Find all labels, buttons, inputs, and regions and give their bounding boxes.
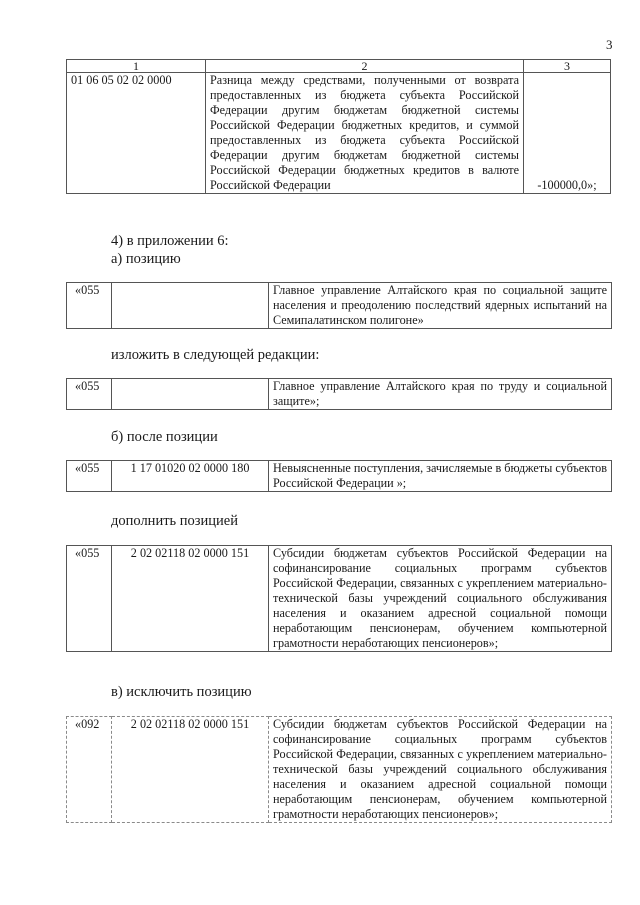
admin-code: «055 [67,546,112,652]
admin-code: «055 [67,379,112,410]
position-name: Главное управление Алтайского края по социальной защите населения и преодолению последствий ядерных испытаний на Семипалатинском полигоне» [269,283,612,329]
position-name: Субсидии бюджетам субъектов Российской Федерации на софинансирование социальных программ субъектов Российской Федерации, связанных с укреплением материально-технической базы учреждений социального обслуживания населения и оказанием адресной социальной помощи неработающим пенсионерам, обучением компьютерной грамотности неработающих пенсионеров»; [269,546,612,652]
column-header-2: 2 [206,60,524,73]
table-row [67,717,612,823]
admin-code: «055 [67,461,112,492]
position-to-replace [66,282,612,329]
row-code: 01 06 05 02 02 0000 [67,73,206,194]
item-a-label: а) позицию [111,251,181,267]
section-title: 4) в приложении 6: [111,233,229,249]
column-header-3: 3 [524,60,611,73]
table-header-row [67,60,611,73]
table-row [67,461,612,492]
revenue-code [112,283,269,329]
position-to-add [66,545,612,652]
position-after [66,460,612,492]
admin-code: «092 [67,717,112,823]
table-row [67,283,612,329]
replace-label: изложить в следующей редакции: [111,347,320,363]
column-header-1: 1 [67,60,206,73]
table-row [67,73,611,194]
revenue-code: 2 02 02118 02 0000 151 [112,546,269,652]
position-name: Главное управление Алтайского края по труду и социальной защите»; [269,379,612,410]
position-to-remove [66,716,612,823]
add-label: дополнить позицией [111,513,238,529]
position-name: Невыясненные поступления, зачисляемые в бюджеты субъектов Российской Федерации »; [269,461,612,492]
admin-code: «055 [67,283,112,329]
position-name: Субсидии бюджетам субъектов Российской Федерации на софинансирование социальных программ субъектов Российской Федерации, связанных с укреплением материально-технической базы учреждений социального обслуживания населения и оказанием адресной социальной помощи неработающим пенсионерам, обучением компьютерной грамотности неработающих пенсионеров»; [269,717,612,823]
table-row [67,546,612,652]
table-row [67,379,612,410]
revenue-code [112,379,269,410]
sources-table [66,59,611,194]
revenue-code: 1 17 01020 02 0000 180 [112,461,269,492]
row-name: Разница между средствами, полученными от возврата предоставленных из бюджета субъекта Российской Федерации другим бюджетам бюджетной системы Российской Федерации бюджетных кредитов, и суммой предоставленных из бюджета субъекта Российской Федерации другим бюджетам бюджетной системы Российской Федерации бюджетных кредитов в валюте Российской Федерации [206,73,524,194]
page-number: 3 [606,37,613,52]
item-c-label: в) исключить позицию [111,684,252,700]
row-amount: -100000,0»; [524,73,611,194]
item-b-label: б) после позиции [111,429,218,445]
revenue-code: 2 02 02118 02 0000 151 [112,717,269,823]
position-new-wording [66,378,612,410]
